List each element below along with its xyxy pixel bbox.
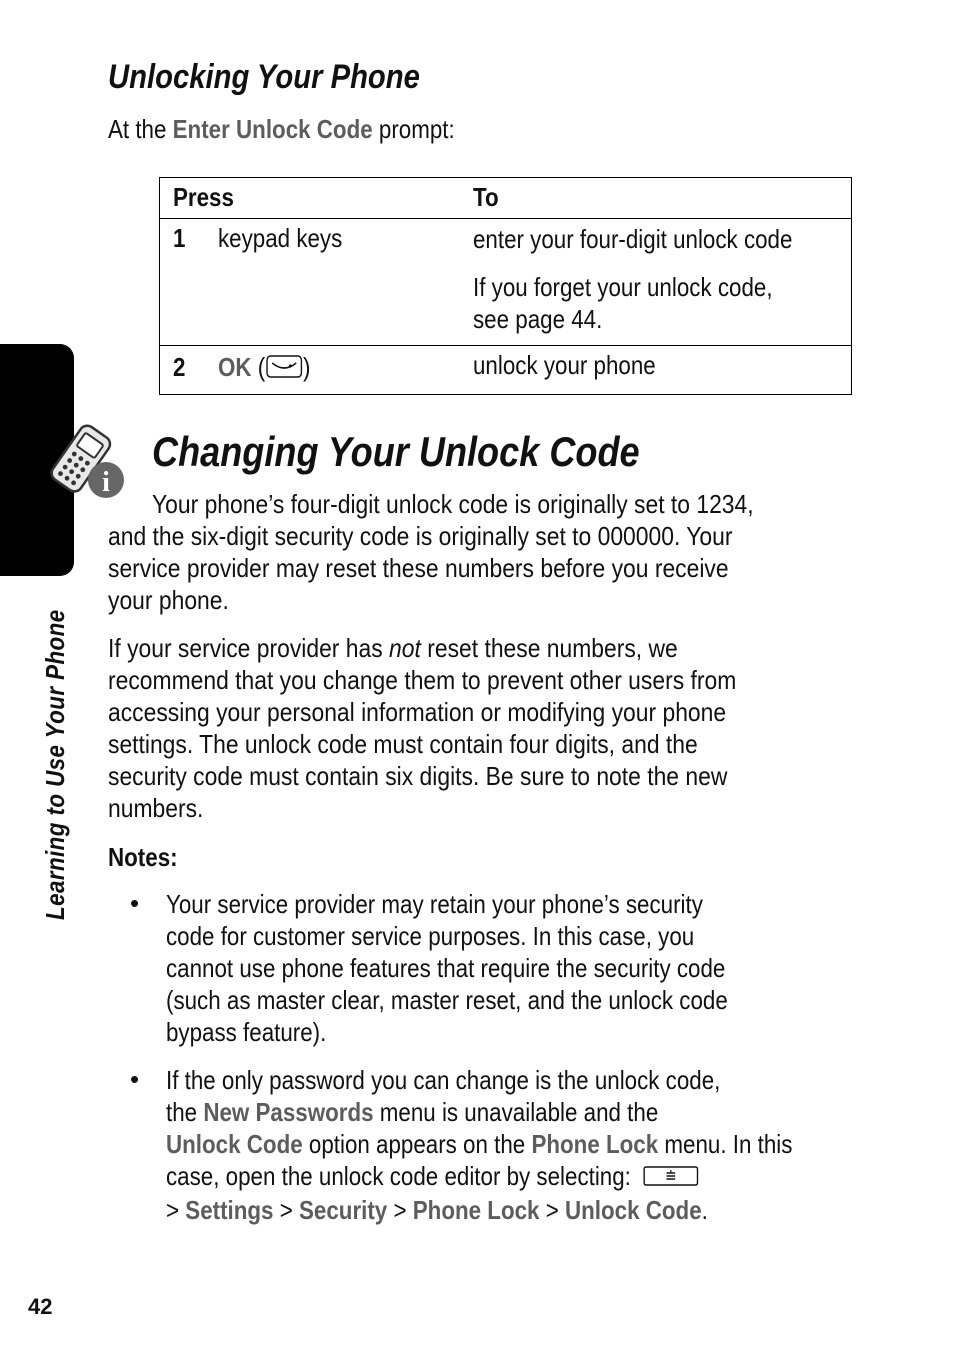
page-number: 42 xyxy=(28,1294,53,1319)
ok-softkey-icon xyxy=(265,354,303,380)
bullet-note-1: Your service provider may retain your phone’s security code for customer service purposes. In this case, you cannot use phone features that require the security code (such as master clear, master reset, and the unlock code bypass feature). xyxy=(166,889,728,1047)
step-number: 2 xyxy=(173,352,186,382)
step-number: 1 xyxy=(173,223,186,253)
section-title: Unlocking Your Phone xyxy=(108,58,420,96)
menu-security: Security xyxy=(299,1195,388,1225)
intro-paragraph: Your phone’s four-digit unlock code is originally set to 1234, and the six-digit security code is originally set to 000000. Your service provider may reset these numbers before you receive your phone. xyxy=(108,489,754,615)
table-row xyxy=(160,219,852,346)
menu-unlock-code: Unlock Code xyxy=(166,1129,303,1159)
table-header-to: To xyxy=(473,182,499,212)
row2-to: unlock your phone xyxy=(473,350,656,380)
recommendation-paragraph: If your service provider has not reset these numbers, we recommend that you change them to prevent other users from accessing your personal information or modifying your phone settings. The unlock code must contain four digits, and the security code must contain six digits. Be sure to note the new numbers. xyxy=(108,633,737,823)
menu-new-passwords: New Passwords xyxy=(203,1097,374,1127)
press-to-table xyxy=(159,177,852,395)
menu-enter-unlock-code: Enter Unlock Code xyxy=(172,114,373,144)
chapter-side-label: Learning to Use Your Phone xyxy=(40,609,70,920)
menu-phone-lock: Phone Lock xyxy=(531,1129,659,1159)
menu-ok: OK xyxy=(218,352,252,382)
table-row: 2 OK ( ) unlock your phone xyxy=(160,346,852,395)
row1-to: enter your four-digit unlock code xyxy=(473,224,793,254)
menu-path: > Settings > Security > Phone Lock > Unlock Code. xyxy=(166,1195,708,1225)
svg-text:i: i xyxy=(102,467,110,498)
intro-line xyxy=(108,114,511,145)
menu-unlock-code: Unlock Code xyxy=(564,1195,702,1225)
row1-note-line1: If you forget your unlock code, xyxy=(473,272,773,302)
bullet-note-2: If the only password you can change is the unlock code, the New Passwords menu is unavailable and the Unlock Code option appears on the Phone Lock menu. In this case, open the unlock code editor by selecting: > Settings > Security > Phone Lock > Unlock Code. xyxy=(166,1064,946,1226)
emphasis-not: not xyxy=(389,633,421,663)
row1-note-line2: see page 44. xyxy=(473,304,603,334)
intro-post: prompt: xyxy=(378,114,455,144)
bullet-marker: • xyxy=(130,888,140,918)
notes-label: Notes: xyxy=(108,842,178,872)
bullet-marker: • xyxy=(130,1064,140,1094)
menu-phone-lock: Phone Lock xyxy=(412,1195,540,1225)
menu-settings: Settings xyxy=(185,1195,274,1225)
intro-pre: At the xyxy=(108,114,167,144)
table-header-press: Press xyxy=(173,182,234,212)
row1-press: keypad keys xyxy=(218,223,343,253)
chapter-title: Changing Your Unlock Code xyxy=(152,428,640,475)
menu-key-icon xyxy=(642,1164,699,1188)
